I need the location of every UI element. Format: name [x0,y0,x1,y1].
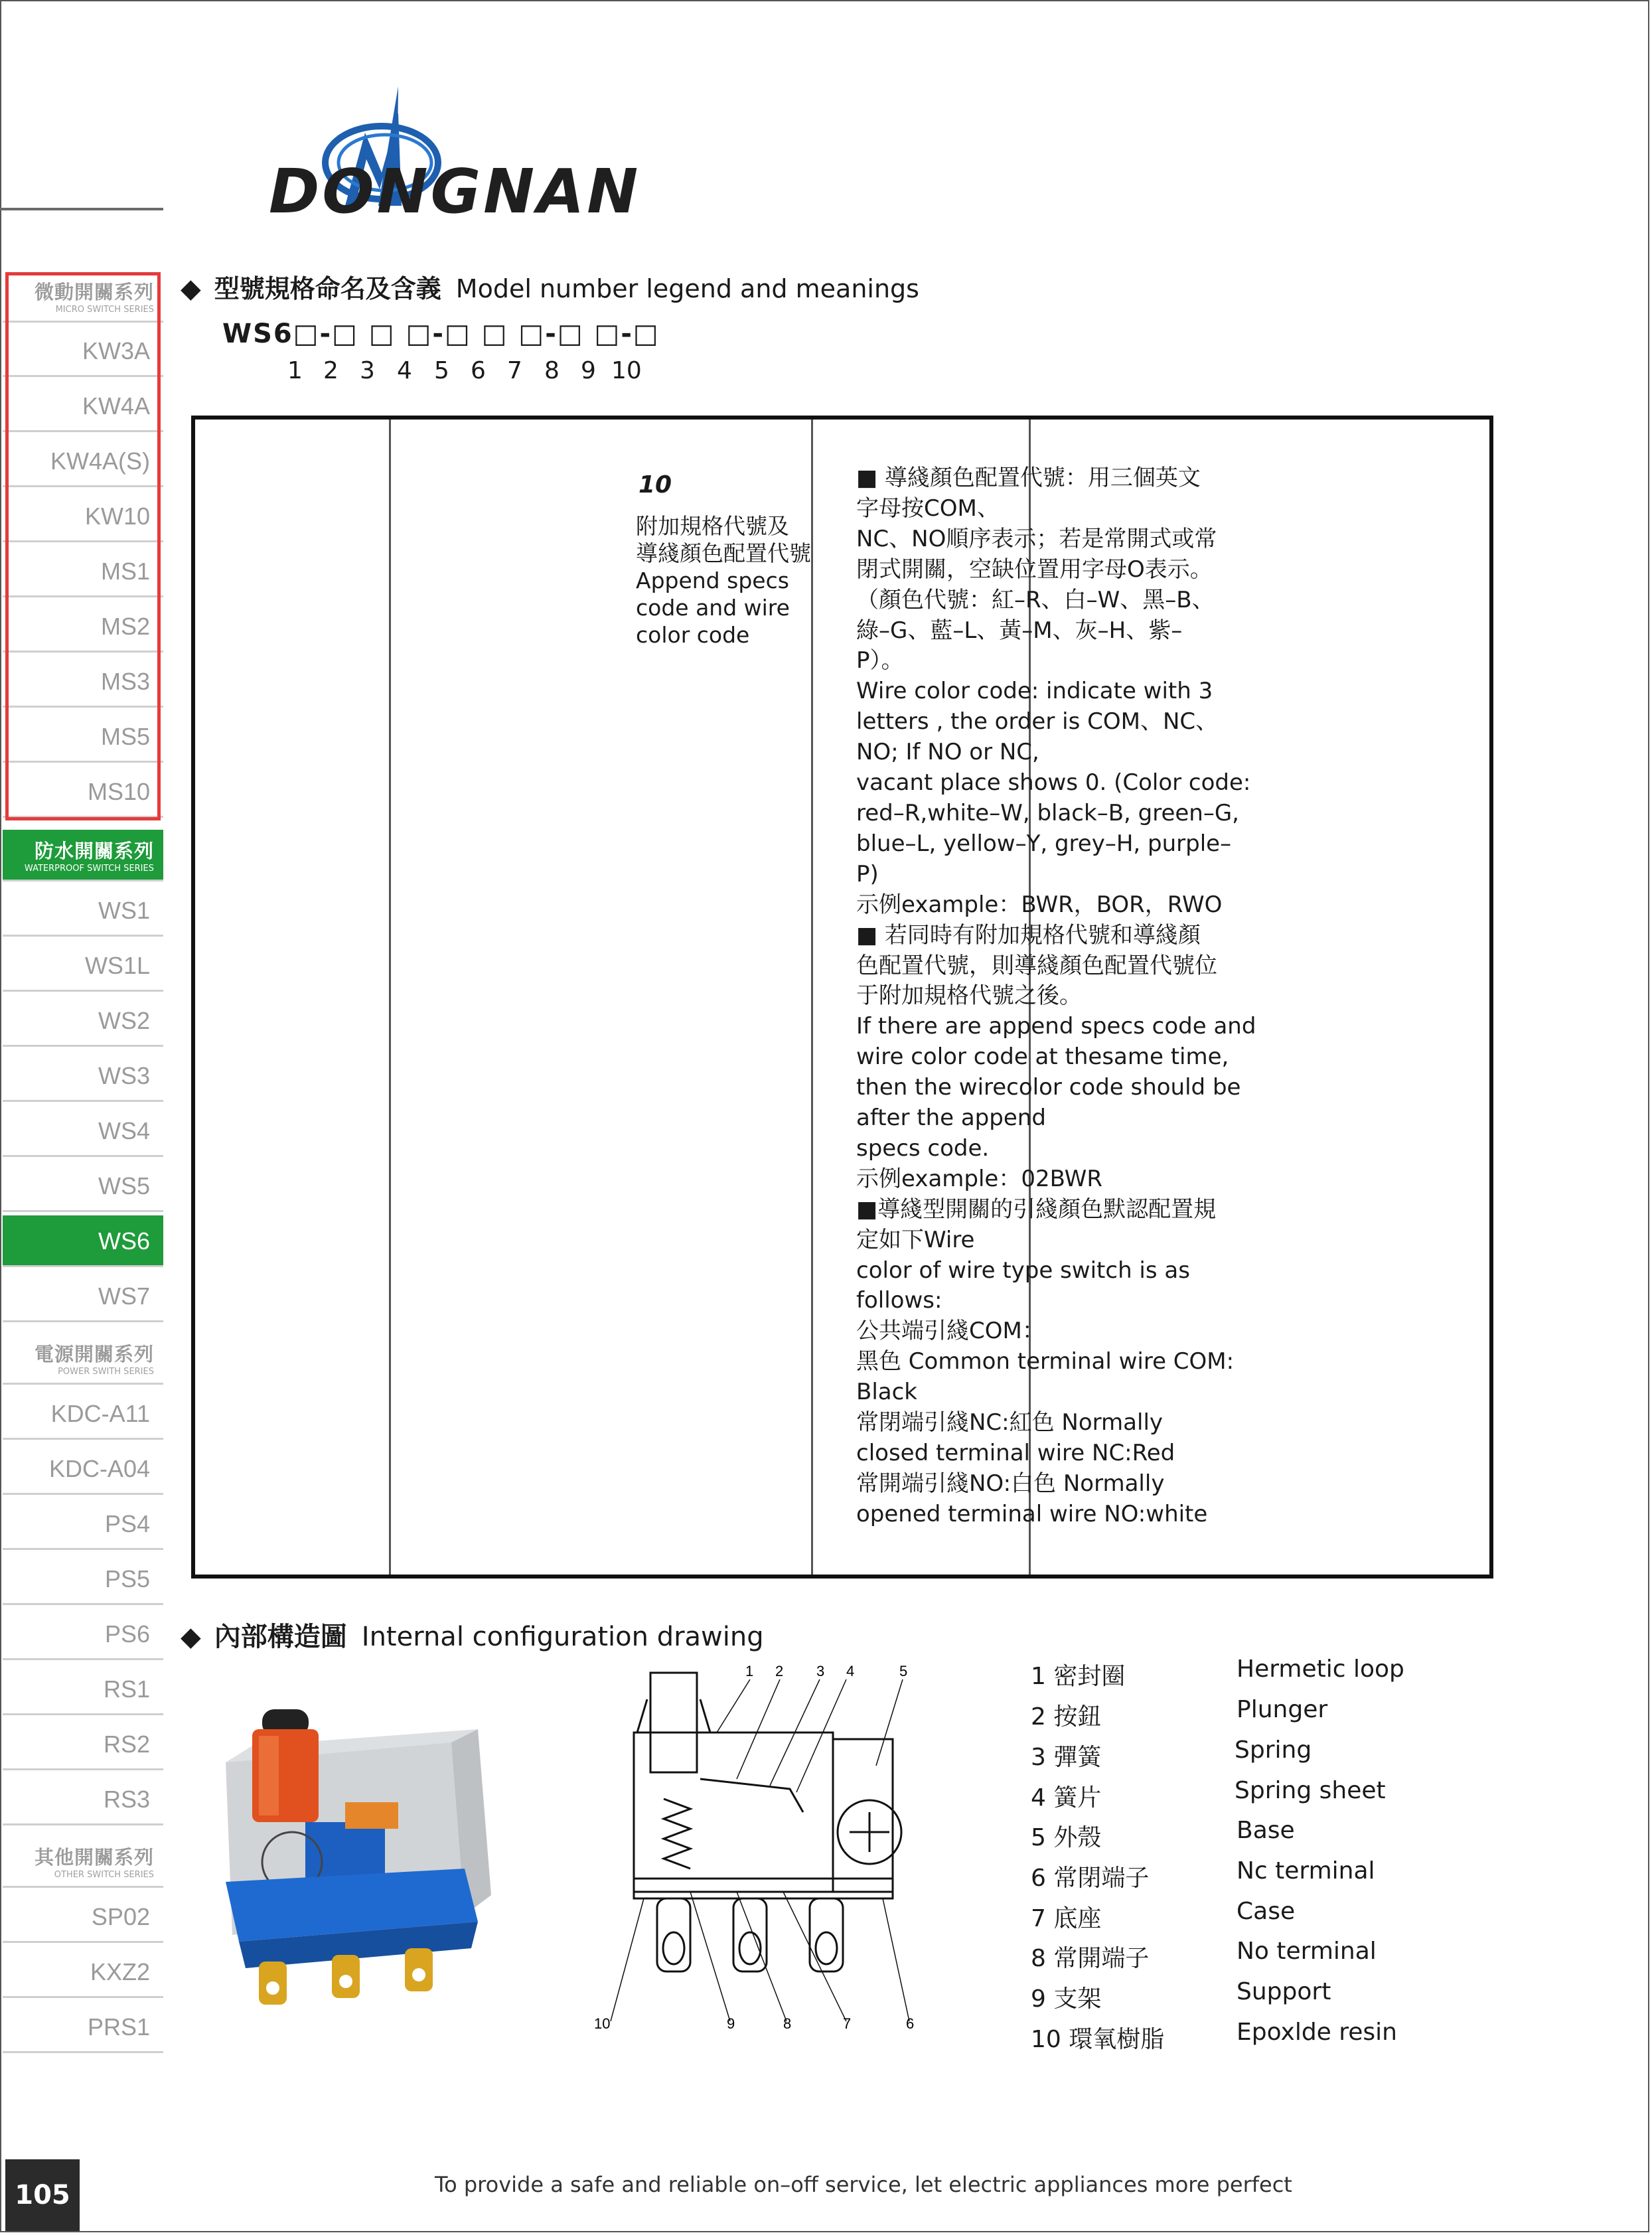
callout-label: 3 [816,1663,825,1679]
part-name-zh: 4 簧片 [1031,1784,1102,1811]
callout-label: 5 [899,1663,908,1679]
description-line: then the wirecolor code should be [856,1074,1241,1101]
callout-label: 8 [783,2015,792,2031]
description-line: 綠–G、藍–L、黃–M、灰–H、紫– [856,617,1183,644]
description-line: NO; If NO or NC, [856,739,1039,766]
row-title-line: 附加規格代號及 [636,513,789,539]
sidebar-heading-power[interactable]: 電源開關系列 POWER SWITH SERIES [3,1333,163,1385]
part-name-zh: 9 支架 [1031,1985,1102,2013]
sidebar-item-kxz2[interactable]: KXZ2 [3,1946,163,1998]
diamond-bullet-icon: ◆ [181,273,201,304]
sidebar-item-ms3[interactable]: MS3 [3,656,163,708]
sidebar-item-ps4[interactable]: PS4 [3,1498,163,1550]
description-line: after the append [856,1105,1046,1132]
table-divider [389,420,391,1575]
part-name-zh: 5 外殼 [1031,1824,1102,1851]
part-name-zh: 1 密封圈 [1031,1663,1126,1690]
sidebar-item-ws4[interactable]: WS4 [3,1105,163,1157]
description-line: （顏色代號：紅–R、白–W、黑–B、 [856,586,1215,613]
callout-label: 4 [846,1663,855,1679]
footer-slogan: To provide a safe and reliable on–off service, let electric appliances more perfect [435,2172,1292,2197]
description-line: opened terminal wire NO:white [856,1500,1208,1527]
position-number: 8 [544,357,560,384]
sidebar-item-kw4a[interactable]: KW4A [3,380,163,432]
description-line: closed terminal wire NC:Red [856,1440,1175,1466]
part-name-en: No terminal [1237,1938,1377,1965]
row-title-line: 導綫顏色配置代號 [636,540,811,566]
part-name-zh: 6 常閉端子 [1031,1865,1150,1892]
part-name-en: Case [1237,1898,1296,1925]
header-rule [0,208,163,210]
sidebar-item-kdc-a04[interactable]: KDC-A04 [3,1443,163,1495]
sidebar-item-ws1l[interactable]: WS1L [3,940,163,992]
row-title-line: color code [636,622,750,648]
description-line: 字母按COM、 [856,495,1000,522]
position-number: 9 [581,357,596,384]
description-line: 示例example：02BWR [856,1165,1102,1192]
callout-label: 6 [906,2015,915,2031]
sidebar-heading-waterproof[interactable]: 防水開關系列 WATERPROOF SWITCH SERIES [3,830,163,882]
description-line: letters , the order is COM、NC、 [856,708,1219,735]
legend-heading: ◆ 型號規格命名及含義 Model number legend and meanings [181,273,919,304]
row-number: 10 [638,471,672,499]
part-name-zh: 10 環氧樹脂 [1031,2026,1165,2053]
sidebar-item-ws7[interactable]: WS7 [3,1271,163,1322]
page-number: 105 [15,2180,70,2210]
callout-label: 7 [843,2015,852,2031]
position-number: 10 [611,357,642,384]
sidebar-heading-micro[interactable]: 微動開關系列 MICRO SWITCH SERIES [3,271,163,323]
description-line: P）。 [856,647,904,674]
row-title-line: Append specs [636,568,789,593]
sidebar-heading-other[interactable]: 其他開關系列 OTHER SWITCH SERIES [3,1836,163,1888]
sidebar-item-ws1[interactable]: WS1 [3,885,163,937]
part-name-zh: 8 常開端子 [1031,1945,1150,1972]
description-line: 常閉端引綫NC:紅色 Normally [856,1409,1164,1436]
part-name-zh: 2 按鈕 [1031,1703,1102,1731]
description-line: 示例example：BWR，BOR，RWO [856,891,1223,918]
sidebar-item-rs3[interactable]: RS3 [3,1774,163,1825]
part-name-en: Base [1237,1817,1295,1844]
sidebar-item-ws3[interactable]: WS3 [3,1050,163,1102]
cross-section-drawing [584,1659,929,2031]
position-number: 3 [360,357,375,384]
description-line: ■導綫型開關的引綫顏色默認配置規 [856,1195,1217,1223]
description-line: NC、NO順序表示；若是常開式或常 [856,525,1217,552]
sidebar-item-ms10[interactable]: MS10 [3,766,163,818]
sidebar-item-ms1[interactable]: MS1 [3,546,163,597]
part-name-en: Hermetic loop [1237,1656,1404,1683]
part-name-en: Plunger [1237,1696,1328,1723]
sidebar-item-ws6[interactable]: WS6 [3,1215,163,1267]
callout-label: 9 [727,2015,735,2031]
sidebar-item-ws2[interactable]: WS2 [3,995,163,1047]
part-name-en: Epoxlde resin [1237,2019,1397,2046]
sidebar-item-ps6[interactable]: PS6 [3,1608,163,1660]
description-line: follows: [856,1287,942,1314]
row-title-line: code and wire [636,595,790,621]
callout-label: 10 [594,2015,611,2031]
description-line: ■ 導綫顏色配置代號：用三個英文 [856,465,1201,491]
part-name-en: Spring sheet [1235,1777,1386,1804]
row-title [636,512,835,649]
diamond-bullet-icon: ◆ [181,1622,201,1652]
sidebar-item-kw4a-s[interactable]: KW4A(S) [3,435,163,487]
description-line: 閉式開關，空缺位置用字母O表示。 [856,556,1213,583]
description-line: 公共端引綫COM： [856,1318,1045,1345]
description-line: 常開端引綫NO:白色 Normally [856,1470,1165,1497]
sidebar-item-rs1[interactable]: RS1 [3,1663,163,1715]
description-line: ■ 若同時有附加規格代號和導綫顏 [856,921,1201,949]
sidebar-item-kdc-a11[interactable]: KDC-A11 [3,1388,163,1440]
sidebar-item-ws5[interactable]: WS5 [3,1160,163,1212]
description-line: Black [856,1379,917,1406]
sidebar-item-sp02[interactable]: SP02 [3,1891,163,1943]
description-line: vacant place shows 0. (Color code: [856,769,1251,797]
part-name-en: Support [1237,1978,1331,2005]
sidebar-item-rs2[interactable]: RS2 [3,1719,163,1770]
part-name-zh: 7 底座 [1031,1905,1102,1932]
description-line: Wire color code: indicate with 3 [856,678,1213,705]
description-line: 色配置代號，則導綫顏色配置代號位 [856,952,1217,979]
part-name-en: Spring [1235,1736,1312,1764]
micro-series-highlight [5,272,161,820]
sidebar-item-prs1[interactable]: PRS1 [3,2001,163,2053]
brand-wordmark: DONGNAN [269,156,641,227]
position-number: 6 [471,357,486,384]
sidebar-item-kw10[interactable]: KW10 [3,491,163,542]
sidebar-item-ps5[interactable]: PS5 [3,1553,163,1605]
position-number: 2 [323,357,338,384]
description-line: If there are append specs code and [856,1013,1256,1040]
description-line: specs code. [856,1134,990,1162]
row-description [856,463,1480,1530]
callout-label: 2 [775,1663,784,1679]
position-number: 7 [507,357,522,384]
position-number: 1 [287,357,303,384]
internal-heading: ◆ 內部構造圖 Internal configuration drawing [181,1622,764,1652]
description-line: red–R,white–W, black–B, green–G, [856,799,1239,826]
description-line: 定如下Wire [856,1226,975,1253]
description-line: blue–L, yellow–Y, grey–H, purple– [856,830,1232,857]
position-number: 4 [397,357,412,384]
description-line: wire color code at thesame time, [856,1043,1229,1071]
position-number: 5 [434,357,449,384]
switch-3d-render [212,1683,524,2008]
part-name-zh: 3 彈簧 [1031,1744,1102,1771]
callout-label: 1 [745,1663,754,1679]
sidebar-item-ms5[interactable]: MS5 [3,711,163,763]
description-line: 黑色 Common terminal wire COM: [856,1348,1235,1375]
description-line: color of wire type switch is as [856,1257,1190,1284]
sidebar-item-ms2[interactable]: MS2 [3,601,163,653]
description-line: 于附加規格代號之後。 [856,982,1082,1010]
description-line: P) [856,860,879,887]
sidebar-item-kw3a[interactable]: KW3A [3,325,163,377]
part-name-en: Nc terminal [1237,1857,1375,1885]
model-code: WS6□-□ □ □-□ □ □-□ □-□ [222,319,660,349]
